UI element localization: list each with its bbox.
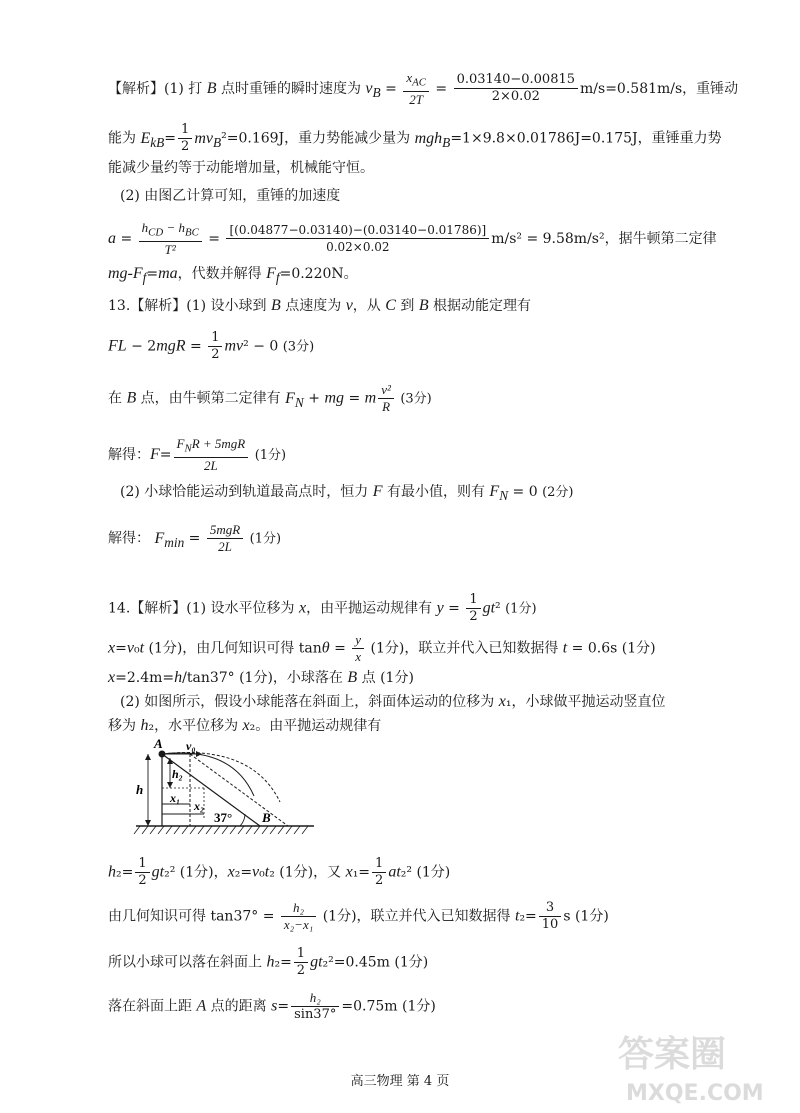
text-line-6: $mg-F_f=ma$，代数并解得 $F_f=0.220N$。 bbox=[108, 265, 358, 286]
label-A: A bbox=[154, 738, 163, 751]
text-line-7: 13.【解析】(1) 设小球到 B 点速度为 v，从 C 到 B 根据动能定理有 bbox=[108, 297, 532, 314]
text-line-3: 能减少量约等于动能增加量，机械能守恒。 bbox=[108, 160, 374, 176]
text-line-14: x=v₀t (1分)，由几何知识可得 tanθ = $\frac{y}{x}$ (1分)，联立并代入已知数据得 t = 0.6s (1分) bbox=[108, 632, 656, 664]
text-line-20: 所以小球可以落在斜面上 h₂= $\frac{1}{2}$ gt₂²=0.45m (1分) bbox=[108, 946, 429, 978]
label-angle: 37° bbox=[214, 810, 233, 825]
text-line-21: 落在斜面上距 A 点的距离 s= $\frac{\text{h₂}}{\sin 37^\circ}$ =0.75m (1分) bbox=[108, 990, 436, 1022]
text-line-4: (2) 由图乙计算可知，重锤的加速度 bbox=[120, 188, 341, 204]
text-line-2: 能为 $E_{kB}=$ $\frac{1}{2}$ $mv_B^2=0.169J$，重力势能减少量为 mgh$_B$=1×9.8×0.01786J=0.175J，重锤重力势 bbox=[108, 122, 722, 154]
text-line-9: 在 B 点，由牛顿第二定律有 $F_N$ + mg = m $\frac{\text{v²}}{R}$ (3分) bbox=[108, 382, 432, 414]
text-line-13: 14.【解析】(1) 设水平位移为 x，由平抛运动规律有 y = $\frac{1}{2}$ gt² (1分) bbox=[108, 592, 537, 624]
projectile-incline-figure bbox=[132, 738, 322, 838]
watermark-logo bbox=[608, 1022, 788, 1107]
text-line-19: 由几何知识可得 tan37° = $\frac{\text{h₂}}{\text{x₂−x₁}}$ (1分)，联立并代入已知数据得 t₂= $\frac{3}{10}$ s (1分) bbox=[108, 900, 609, 932]
label-v0: v₀ bbox=[186, 739, 196, 753]
text-line-15: x=2.4m=h/tan37° (1分)，小球落在 B 点 (1分) bbox=[108, 669, 414, 686]
label-h2: h₂ bbox=[172, 767, 183, 781]
label-B: B bbox=[262, 810, 271, 825]
text-line-16: (2) 如图所示，假设小球能落在斜面上，斜面体运动的位移为 x₁，小球做平抛运动竖直位 bbox=[120, 693, 666, 710]
text-line-8: FL − 2mgR = $\frac{1}{2}$ mv² − 0 (3分) bbox=[108, 330, 315, 362]
text-line-18: h₂= $\frac{1}{2}$ gt₂² (1分)，x₂=v₀t₂ (1分)，又 x₁= $\frac{1}{2}$ at₂² (1分) bbox=[108, 856, 451, 888]
label-h: h bbox=[136, 782, 144, 797]
label-x1: x₁ bbox=[170, 791, 181, 805]
watermark-line1: 答案圈 bbox=[618, 1034, 727, 1075]
text-line-10: 解得：F= $\frac{F_NR + 5mgR}{2L}$ (1分) bbox=[108, 436, 287, 473]
text-line-12: 解得： $F_{min}$ = $\frac{\text{5mgR}}{2L}$ (1分) bbox=[108, 522, 282, 554]
text-line-17: 移为 h₂，水平位移为 x₂。由平抛运动规律有 bbox=[108, 717, 382, 734]
page-footer: 高三物理 第 4 页 bbox=[350, 1074, 450, 1089]
text-line-11: (2) 小球恰能运动到轨道最高点时，恒力 F 有最小值，则有 $F_N = 0$ (2分) bbox=[120, 483, 574, 504]
watermark-line2: MXQE.COM bbox=[626, 1081, 764, 1106]
label-x2: x₂ bbox=[194, 799, 205, 813]
text-line-5: a = $\frac{h_{CD} - h_{BC}}{\text{T²}}$ = $\frac{[(0.04877-0.03140)-(0.03140-0.01786)]}{0.02\times 0.02}$ m/s² = 9.58m/s²，据牛顿第二定律 bbox=[108, 220, 717, 257]
text-line-1: 【解析】(1) 打 B 点时重锤的瞬时速度为 $v_B$ = $\frac{x_{AC}}{2T}$ = $\frac{0.03140-0.00815}{2\times 0.02}$ m/s=0.581m/s，重锤动 bbox=[108, 70, 739, 107]
